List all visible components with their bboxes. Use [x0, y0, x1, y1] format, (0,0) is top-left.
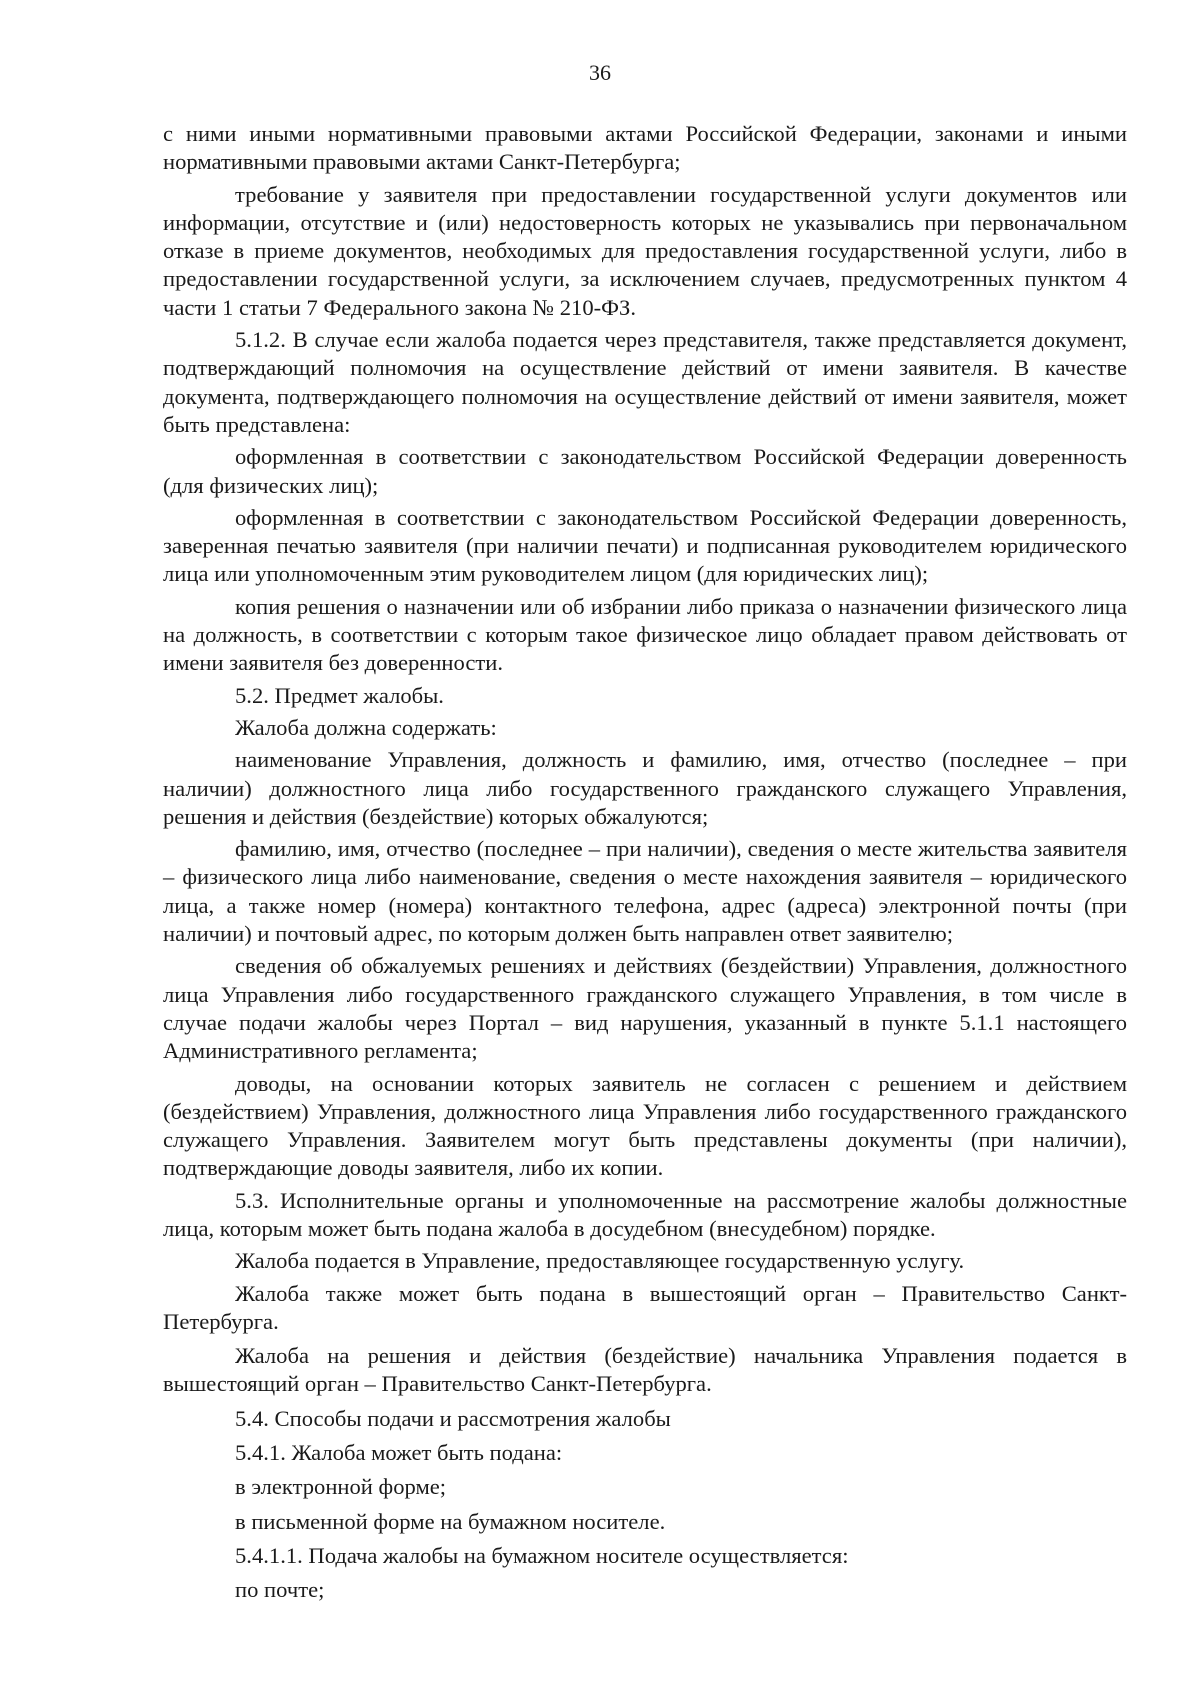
paragraph: копия решения о назначении или об избрании либо приказа о назначении физического лица на должность, в соответствии с которым такое физическое лицо обладает правом действовать от имени заявителя без доверенности. [163, 593, 1127, 676]
paragraph: 5.4. Способы подачи и рассмотрения жалобы [235, 1405, 671, 1431]
paragraph: 5.4.1. Жалоба может быть подана: [235, 1440, 563, 1466]
paragraph: оформленная в соответствии с законодательством Российской Федерации доверенность, заверенная печатью заявителя (при наличии печати) и подписанная руководителем юридического лица или уполномоченным этим руководителем лицом (для юридических лиц); [163, 504, 1127, 587]
paragraph: Жалоба также может быть подана в вышестоящий орган – Правительство Санкт-Петербурга. [163, 1280, 1127, 1334]
paragraph: по почте; [235, 1577, 325, 1603]
document-body [163, 120, 1127, 1605]
paragraph: в электронной форме; [235, 1474, 447, 1500]
paragraph: Жалоба на решения и действия (бездействие) начальника Управления подается в вышестоящий орган – Правительство Санкт-Петербурга. [163, 1343, 1127, 1397]
paragraph: наименование Управления, должность и фамилию, имя, отчество (последнее – при наличии) должностного лица либо государственного гражданского служащего Управления, решения и действия (бездействие) которых обжалуются; [163, 747, 1127, 829]
paragraph: с ними иными нормативными правовыми актами Российской Федерации, законами и иными нормативными правовыми актами Санкт-Петербурга; [163, 121, 1127, 175]
paragraph: 5.3. Исполнительные органы и уполномоченные на рассмотрение жалобы должностные лица, которым может быть подана жалоба в досудебном (внесудебном) порядке. [163, 1187, 1127, 1241]
paragraph: оформленная в соответствии с законодательством Российской Федерации доверенность (для физических лиц); [163, 444, 1127, 498]
paragraph: Жалоба подается в Управление, предоставляющее государственную услугу. [235, 1248, 965, 1274]
paragraph: доводы, на основании которых заявитель не согласен с решением и действием (бездействием) Управления, должностного лица Управления либо государственного гражданского служащего Управления. Заявителем могут быть представлены документы (при наличии), подтверждающие доводы заявителя, либо их копии. [163, 1070, 1127, 1181]
paragraph: фамилию, имя, отчество (последнее – при наличии), сведения о месте жительства заявителя – физического лица либо наименование, сведения о месте нахождения заявителя – юридического лица, а также номер (номера) контактного телефона, адрес (адреса) электронной почты (при наличии) и почтовый адрес, по которым должен быть направлен ответ заявителю; [163, 836, 1127, 947]
paragraph: 5.4.1.1. Подача жалобы на бумажном носителе осуществляется: [235, 1542, 849, 1568]
paragraph: 5.1.2. В случае если жалоба подается через представителя, также представляется документ, подтверждающий полномочия на осуществление действий от имени заявителя. В качестве документа, подтверждающего полномочия на осуществление действий от имени заявителя, может быть представлена: [163, 327, 1127, 437]
paragraph: требование у заявителя при предоставлении государственной услуги документов или информации, отсутствие и (или) недостоверность которых не указывались при первоначальном отказе в приеме документов, необходимых для предоставления государственной услуги, либо в предоставлении государственной услуги, за исключением случаев, предусмотренных пунктом 4 части 1 статьи 7 Федерального закона № 210-ФЗ. [163, 181, 1127, 320]
paragraph: 5.2. Предмет жалобы. [235, 682, 444, 708]
paragraph: Жалоба должна содержать: [235, 714, 497, 740]
paragraph: в письменной форме на бумажном носителе. [235, 1508, 666, 1534]
paragraph: сведения об обжалуемых решениях и действиях (бездействии) Управления, должностного лица Управления либо государственного гражданского служащего Управления, в том числе в случае подачи жалобы через Портал – вид нарушения, указанный в пункте 5.1.1 настоящего Административного регламента; [163, 953, 1127, 1064]
page-number: 36 [589, 60, 611, 85]
